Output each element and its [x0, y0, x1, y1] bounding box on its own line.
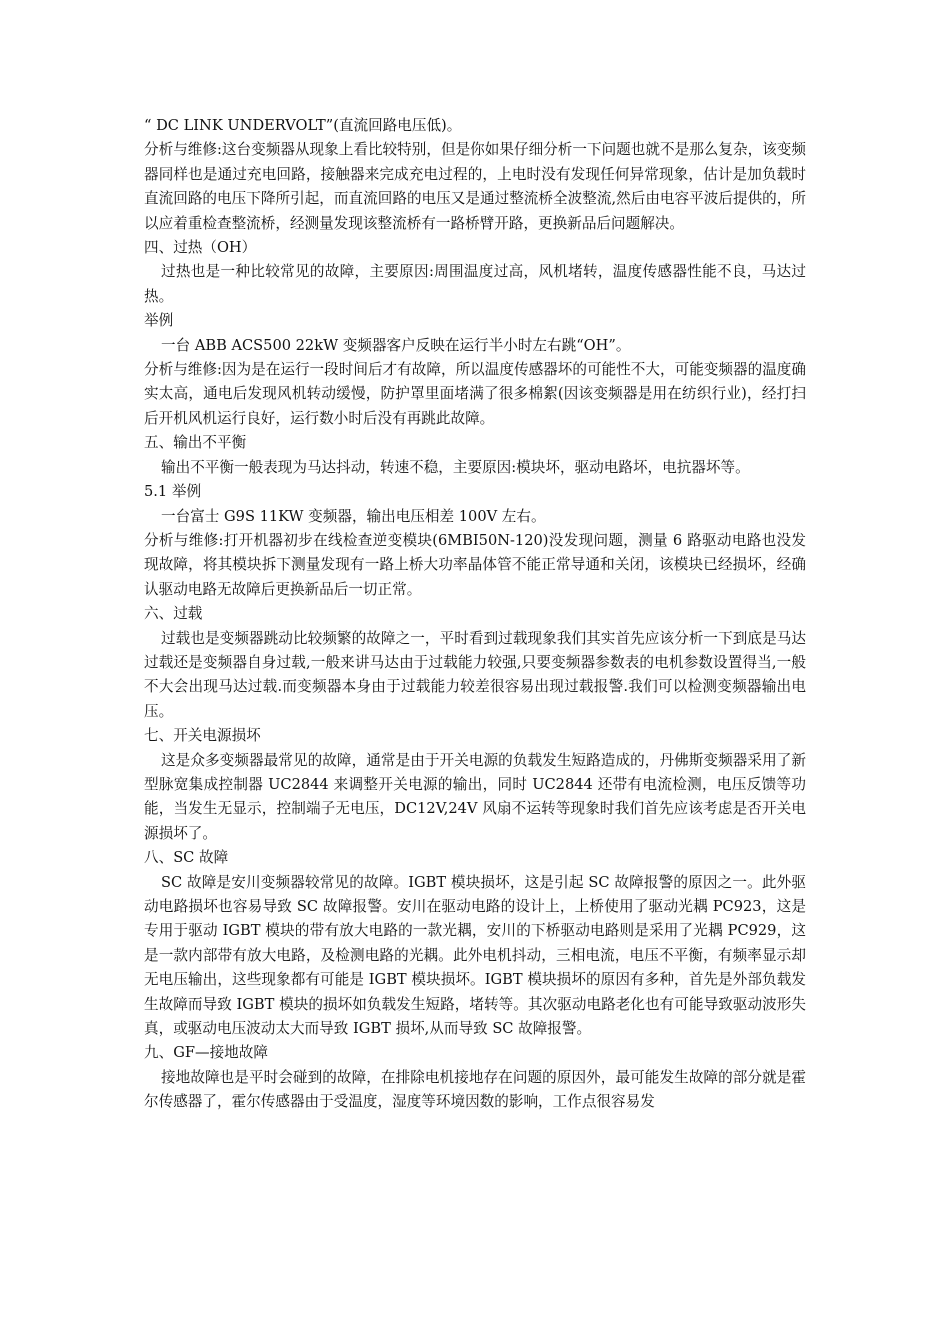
paragraph-imbalance-intro: 输出不平衡一般表现为马达抖动，转速不稳，主要原因:模块坏，驱动电路坏，电抗器坏等。 [161, 458, 750, 476]
section-heading-output-imbalance: 五、输出不平衡 [144, 434, 247, 452]
paragraph-gf-fault: 接地故障也是平时会碰到的故障，在排除电机接地存在问题的原因外，最可能发生故障的部分就是霍尔传感器了，霍尔传感器由于受温度，湿度等环境因数的影响，工作点很容易发 [144, 1068, 806, 1111]
document-page [144, 114, 806, 1115]
subheading-example-5-1: 5.1 举例 [144, 483, 202, 501]
paragraph-analysis-2: 分析与维修:因为是在运行一段时间后才有故障，所以温度传感器坏的可能性不大，可能变频器的温度确实太高，通电后发现风机转动缓慢，防护罩里面堵满了很多棉絮(因该变频器是用在纺织行业)，经打扫后开机风机运行良好，运行数小时后没有再跳此故障。 [144, 361, 806, 427]
paragraph-dc-link: “ DC LINK UNDERVOLT”(直流回路电压低)。 [144, 117, 462, 134]
paragraph-switching-power: 这是众多变频器最常见的故障，通常是由于开关电源的负载发生短路造成的，丹佛斯变频器采用了新型脉宽集成控制器 UC2844 来调整开关电源的输出，同时 UC2844 还带有电流检测，电压反馈等功能，当发生无显示，控制端子无电压，DC12V,24V 风扇不运转等现象时我们首先应该考虑是否开关电源损坏了。 [144, 751, 806, 842]
paragraph-overheat-intro: 过热也是一种比较常见的故障，主要原因:周围温度过高，风机堵转，温度传感器性能不良，马达过热。 [144, 263, 806, 305]
section-heading-overload: 六、过载 [144, 605, 203, 623]
paragraph-analysis-3: 分析与维修:打开机器初步在线检查逆变模块(6MBI50N-120)没发现问题，测量 6 路驱动电路也没发现故障，将其模块拆下测量发现有一路上桥大功率晶体管不能正常导通和关闭，该模块已经损坏，经确认驱动电路无故障后更换新品后一切正常。 [144, 531, 806, 598]
paragraph-example-abb: 一台 ABB ACS500 22kW 变频器客户反映在运行半小时左右跳“OH”。 [161, 336, 631, 354]
subheading-example: 举例 [144, 312, 174, 330]
section-heading-gf-fault: 九、GF—接地故障 [144, 1044, 268, 1062]
section-heading-overheat: 四、过热（OH） [144, 239, 257, 257]
paragraph-sc-fault: SC 故障是安川变频器较常见的故障。IGBT 模块损坏，这是引起 SC 故障报警的原因之一。此外驱动电路损坏也容易导致 SC 故障报警。安川在驱动电路的设计上，上桥使用了驱动光耦 PC923，这是专用于驱动 IGBT 模块的带有放大电路的一款光耦，安川的下桥驱动电路则是采用了光耦 PC929，这是一款内部带有放大电路，及检测电路的光耦。此外电机抖动，三相电流，电压不平衡，有频率显示却无电压输出，这些现象都有可能是 IGBT 模块损坏。IGBT 模块损坏的原因有多种，首先是外部负载发生故障而导致 IGBT 模块的损坏如负载发生短路，堵转等。其次驱动电路老化也有可能导致驱动波形失真，或驱动电压波动太大而导致 IGBT 损坏,从而导致 SC 故障报警。 [144, 873, 806, 1038]
section-heading-switching-power: 七、开关电源损坏 [144, 727, 261, 745]
paragraph-analysis-1: 分析与维修:这台变频器从现象上看比较特别，但是你如果仔细分析一下问题也就不是那么复杂，该变频器同样也是通过充电回路，接触器来完成充电过程的，上电时没有发现任何异常现象，估计是加负载时直流回路的电压下降所引起，而直流回路的电压又是通过整流桥全波整流,然后由电容平波后提供的，所以应着重检查整流桥，经测量发现该整流桥有一路桥臂开路，更换新品后问题解决。 [144, 141, 806, 232]
paragraph-example-fuji: 一台富士 G9S 11KW 变频器，输出电压相差 100V 左右。 [161, 507, 546, 525]
paragraph-overload: 过载也是变频器跳动比较频繁的故障之一，平时看到过载现象我们其实首先应该分析一下到底是马达过载还是变频器自身过载,一般来讲马达由于过载能力较强,只要变频器参数表的电机参数设置得当,一般不大会出现马达过载.而变频器本身由于过载能力较差很容易出现过载报警.我们可以检测变频器输出电压。 [144, 629, 806, 720]
section-heading-sc-fault: 八、SC 故障 [144, 849, 229, 867]
